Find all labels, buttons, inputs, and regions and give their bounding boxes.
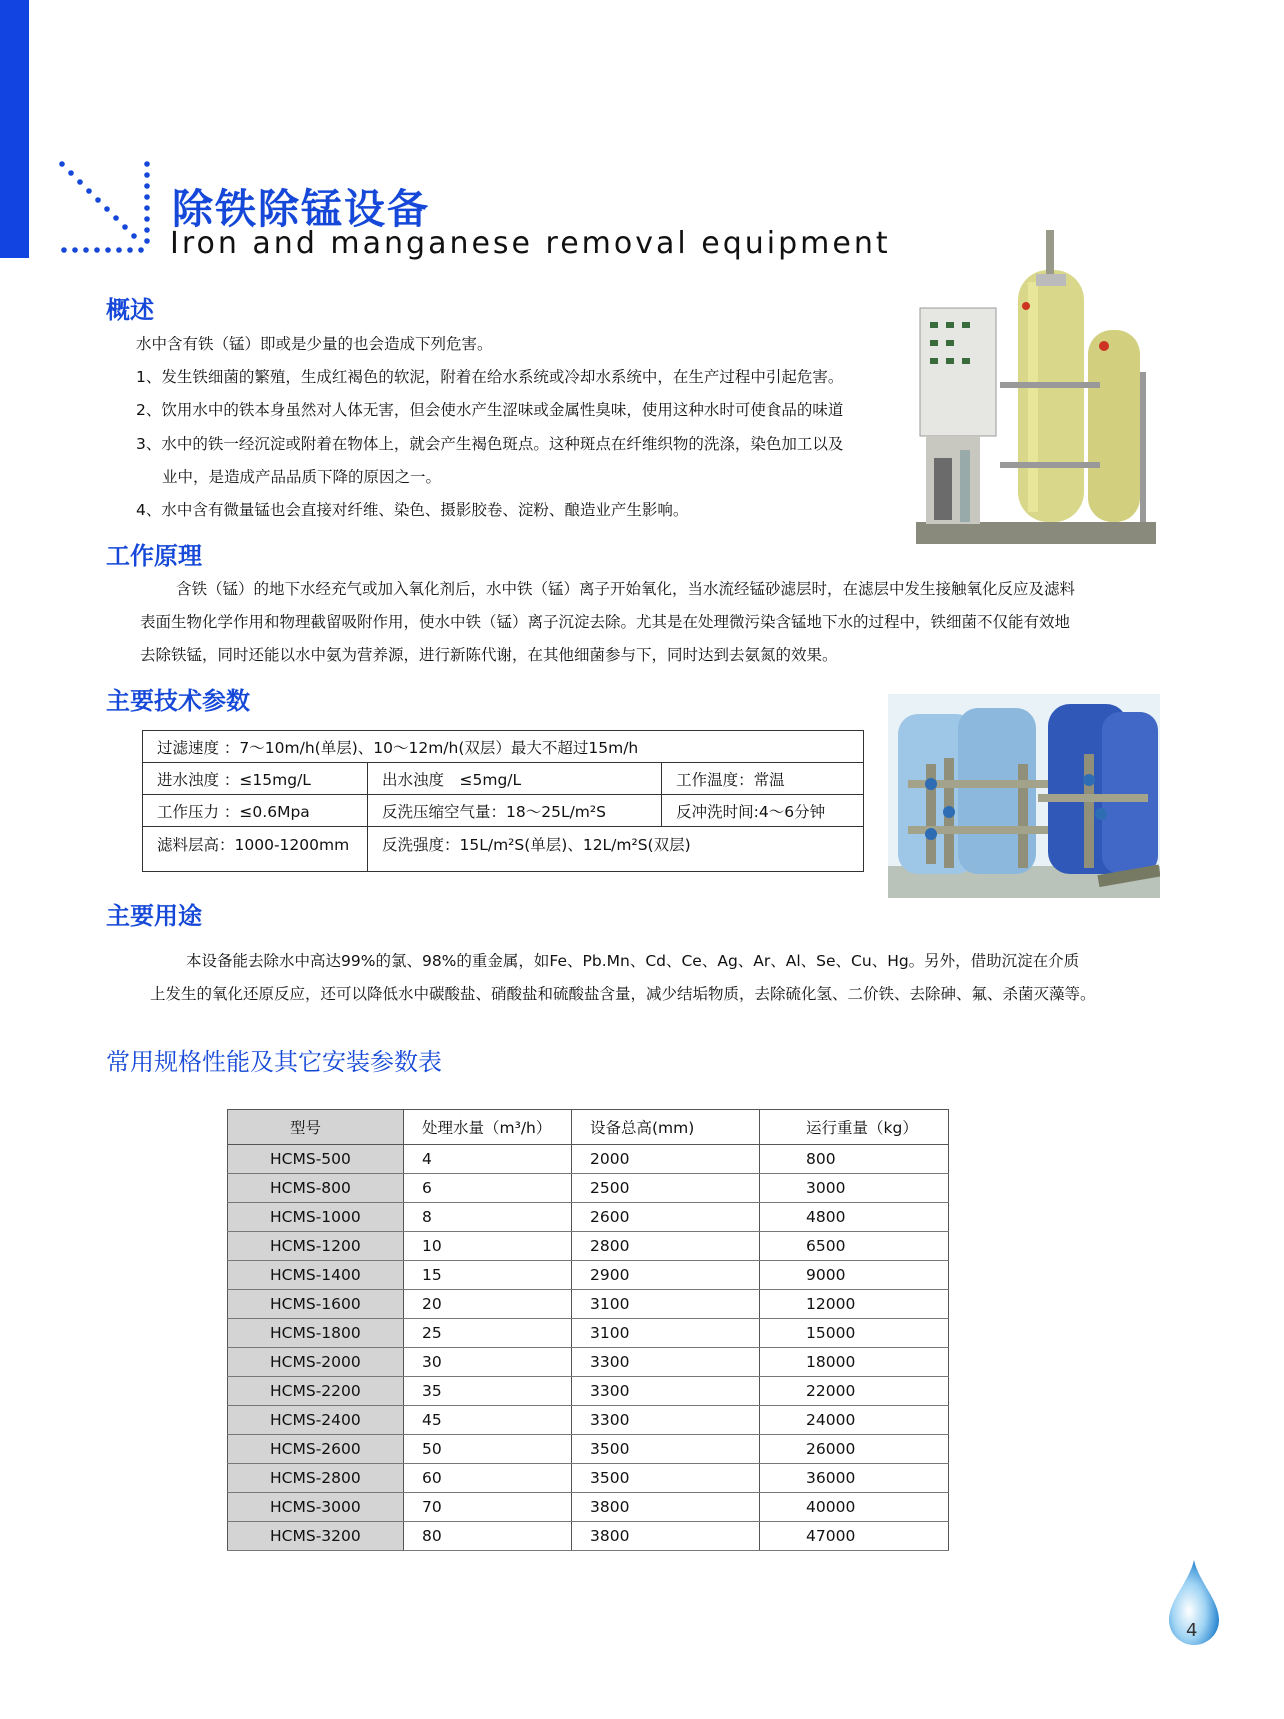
usage-line: 上发生的氧化还原反应，还可以降低水中碳酸盐、硝酸盐和硫酸盐含量，减少结垢物质，去除硫化氢、二价铁、去除砷、氟、杀菌灭藻等。 (150, 985, 1096, 1003)
spec-cell: 3800 (572, 1522, 760, 1551)
spec-row (228, 1406, 949, 1435)
spec-row (228, 1348, 949, 1377)
spec-cell: 10 (404, 1232, 572, 1261)
spec-header-cell: 型号 (228, 1110, 404, 1145)
usage-heading: 主要用途 (106, 902, 202, 930)
spec-cell: 3100 (572, 1319, 760, 1348)
tech-cell: 工作温度：常温 (662, 763, 864, 795)
spec-cell: 22000 (760, 1377, 949, 1406)
spec-cell: 2800 (572, 1232, 760, 1261)
spec-cell: 3500 (572, 1464, 760, 1493)
spec-cell: 20 (404, 1290, 572, 1319)
tech-params-table (142, 730, 864, 872)
spec-cell: HCMS-2200 (228, 1377, 404, 1406)
tech-cell: 反冲洗时间:4～6分钟 (662, 795, 864, 827)
spec-cell: 47000 (760, 1522, 949, 1551)
spec-row (228, 1290, 949, 1319)
spec-table-wrapper (227, 1109, 949, 1551)
spec-cell: 3500 (572, 1435, 760, 1464)
overview-item: 4、水中含有微量锰也会直接对纤维、染色、摄影胶卷、淀粉、酿造业产生影响。 (136, 501, 689, 519)
spec-row (228, 1203, 949, 1232)
overview-heading: 概述 (106, 296, 154, 324)
spec-table (227, 1109, 949, 1551)
page-number: 4 (1186, 1620, 1198, 1641)
spec-cell: 8 (404, 1203, 572, 1232)
spec-cell: 6500 (760, 1232, 949, 1261)
spec-cell: HCMS-2800 (228, 1464, 404, 1493)
overview-item: 业中，是造成产品品质下降的原因之一。 (162, 468, 442, 486)
spec-row (228, 1493, 949, 1522)
overview-intro: 水中含有铁（锰）即或是少量的也会造成下列危害。 (136, 335, 493, 353)
spec-cell: HCMS-2600 (228, 1435, 404, 1464)
spec-row (228, 1261, 949, 1290)
spec-cell: 9000 (760, 1261, 949, 1290)
overview-item: 3、水中的铁一经沉淀或附着在物体上，就会产生褐色斑点。这种斑点在纤维织物的洗涤，染色加工以及 (136, 435, 844, 453)
spec-cell: 24000 (760, 1406, 949, 1435)
tech-cell: 进水浊度 ：≤15mg/L (143, 763, 368, 795)
spec-cell: HCMS-1200 (228, 1232, 404, 1261)
tech-heading: 主要技术参数 (106, 687, 250, 715)
spec-cell: 35 (404, 1377, 572, 1406)
spec-cell: HCMS-800 (228, 1174, 404, 1203)
tech-cell: 工作压力 ：≤0.6Mpa (143, 795, 368, 827)
spec-cell: 25 (404, 1319, 572, 1348)
spec-cell: 3300 (572, 1348, 760, 1377)
spec-cell: 6 (404, 1174, 572, 1203)
spec-cell: HCMS-500 (228, 1145, 404, 1174)
principle-heading: 工作原理 (106, 542, 202, 570)
spec-row (228, 1319, 949, 1348)
spec-cell: 50 (404, 1435, 572, 1464)
spec-row (228, 1174, 949, 1203)
tech-cell: 出水浊度 ≤5mg/L (368, 763, 662, 795)
spec-cell: 2900 (572, 1261, 760, 1290)
spec-row (228, 1522, 949, 1551)
overview-item: 1、发生铁细菌的繁殖，生成红褐色的软泥，附着在给水系统或冷却水系统中，在生产过程中引起危害。 (136, 368, 844, 386)
spec-cell: HCMS-2000 (228, 1348, 404, 1377)
spec-header-cell: 处理水量（m³/h） (404, 1110, 572, 1145)
spec-cell: 3100 (572, 1290, 760, 1319)
principle-line: 表面生物化学作用和物理截留吸附作用，使水中铁（锰）离子沉淀去除。尤其是在处理微污染含锰地下水的过程中，铁细菌不仅能有效地 (140, 613, 1071, 631)
spec-cell: 15 (404, 1261, 572, 1290)
spec-header-row (228, 1110, 949, 1145)
spec-cell: HCMS-1400 (228, 1261, 404, 1290)
spec-cell: 2500 (572, 1174, 760, 1203)
equipment-photo-tank (916, 222, 1156, 554)
usage-line: 本设备能去除水中高达99%的氯、98%的重金属，如Fe、Pb.Mn、Cd、Ce、Ag、Ar、Al、Se、Cu、Hg。另外，借助沉淀在介质 (186, 952, 1080, 970)
spec-row (228, 1435, 949, 1464)
overview-item: 2、饮用水中的铁本身虽然对人体无害，但会使水产生涩味或金属性臭味，使用这种水时可使食品的味道 (136, 401, 844, 419)
side-accent-bar (0, 0, 29, 258)
spec-cell: 3300 (572, 1377, 760, 1406)
spec-cell: 40000 (760, 1493, 949, 1522)
spec-cell: HCMS-3000 (228, 1493, 404, 1522)
spec-cell: HCMS-1000 (228, 1203, 404, 1232)
spec-row (228, 1145, 949, 1174)
spec-cell: 30 (404, 1348, 572, 1377)
spec-cell: 70 (404, 1493, 572, 1522)
page-title: 除铁除锰设备 (172, 185, 430, 233)
equipment-photo-filters (888, 694, 1160, 898)
spec-header-cell: 运行重量（kg） (760, 1110, 949, 1145)
spec-cell: 3300 (572, 1406, 760, 1435)
spec-cell: 4 (404, 1145, 572, 1174)
spec-cell: 12000 (760, 1290, 949, 1319)
spec-cell: 26000 (760, 1435, 949, 1464)
spec-row (228, 1377, 949, 1406)
spec-cell: 2000 (572, 1145, 760, 1174)
spec-cell: HCMS-3200 (228, 1522, 404, 1551)
tech-cell: 反洗强度：15L/m²S(单层)、12L/m²S(双层) (368, 827, 864, 872)
spec-header-cell: 设备总高(mm) (572, 1110, 760, 1145)
spec-row (228, 1232, 949, 1261)
tech-cell: 过滤速度 ：7～10m/h(单层)、10～12m/h(双层）最大不超过15m/h (143, 731, 864, 763)
spec-cell: HCMS-1800 (228, 1319, 404, 1348)
page-subtitle: Iron and manganese removal equipment (170, 226, 891, 261)
tech-cell: 滤料层高：1000-1200mm (143, 827, 368, 872)
spec-cell: 800 (760, 1145, 949, 1174)
spec-cell: 2600 (572, 1203, 760, 1232)
principle-line: 去除铁锰，同时还能以水中氨为营养源，进行新陈代谢，在其他细菌参与下，同时达到去氨氮的效果。 (140, 646, 838, 664)
spec-cell: 60 (404, 1464, 572, 1493)
spec-cell: 36000 (760, 1464, 949, 1493)
spec-cell: 3800 (572, 1493, 760, 1522)
spec-heading: 常用规格性能及其它安装参数表 (106, 1048, 442, 1076)
spec-cell: 4800 (760, 1203, 949, 1232)
spec-cell: 18000 (760, 1348, 949, 1377)
dotted-arrow-logo (58, 158, 156, 254)
spec-cell: HCMS-2400 (228, 1406, 404, 1435)
spec-cell: HCMS-1600 (228, 1290, 404, 1319)
principle-line: 含铁（锰）的地下水经充气或加入氧化剂后，水中铁（锰）离子开始氧化，当水流经锰砂滤层时，在滤层中发生接触氧化反应及滤料 (176, 580, 1076, 598)
spec-cell: 80 (404, 1522, 572, 1551)
tech-cell: 反洗压缩空气量：18～25L/m²S (368, 795, 662, 827)
spec-cell: 15000 (760, 1319, 949, 1348)
spec-cell: 45 (404, 1406, 572, 1435)
spec-row (228, 1464, 949, 1493)
spec-cell: 3000 (760, 1174, 949, 1203)
